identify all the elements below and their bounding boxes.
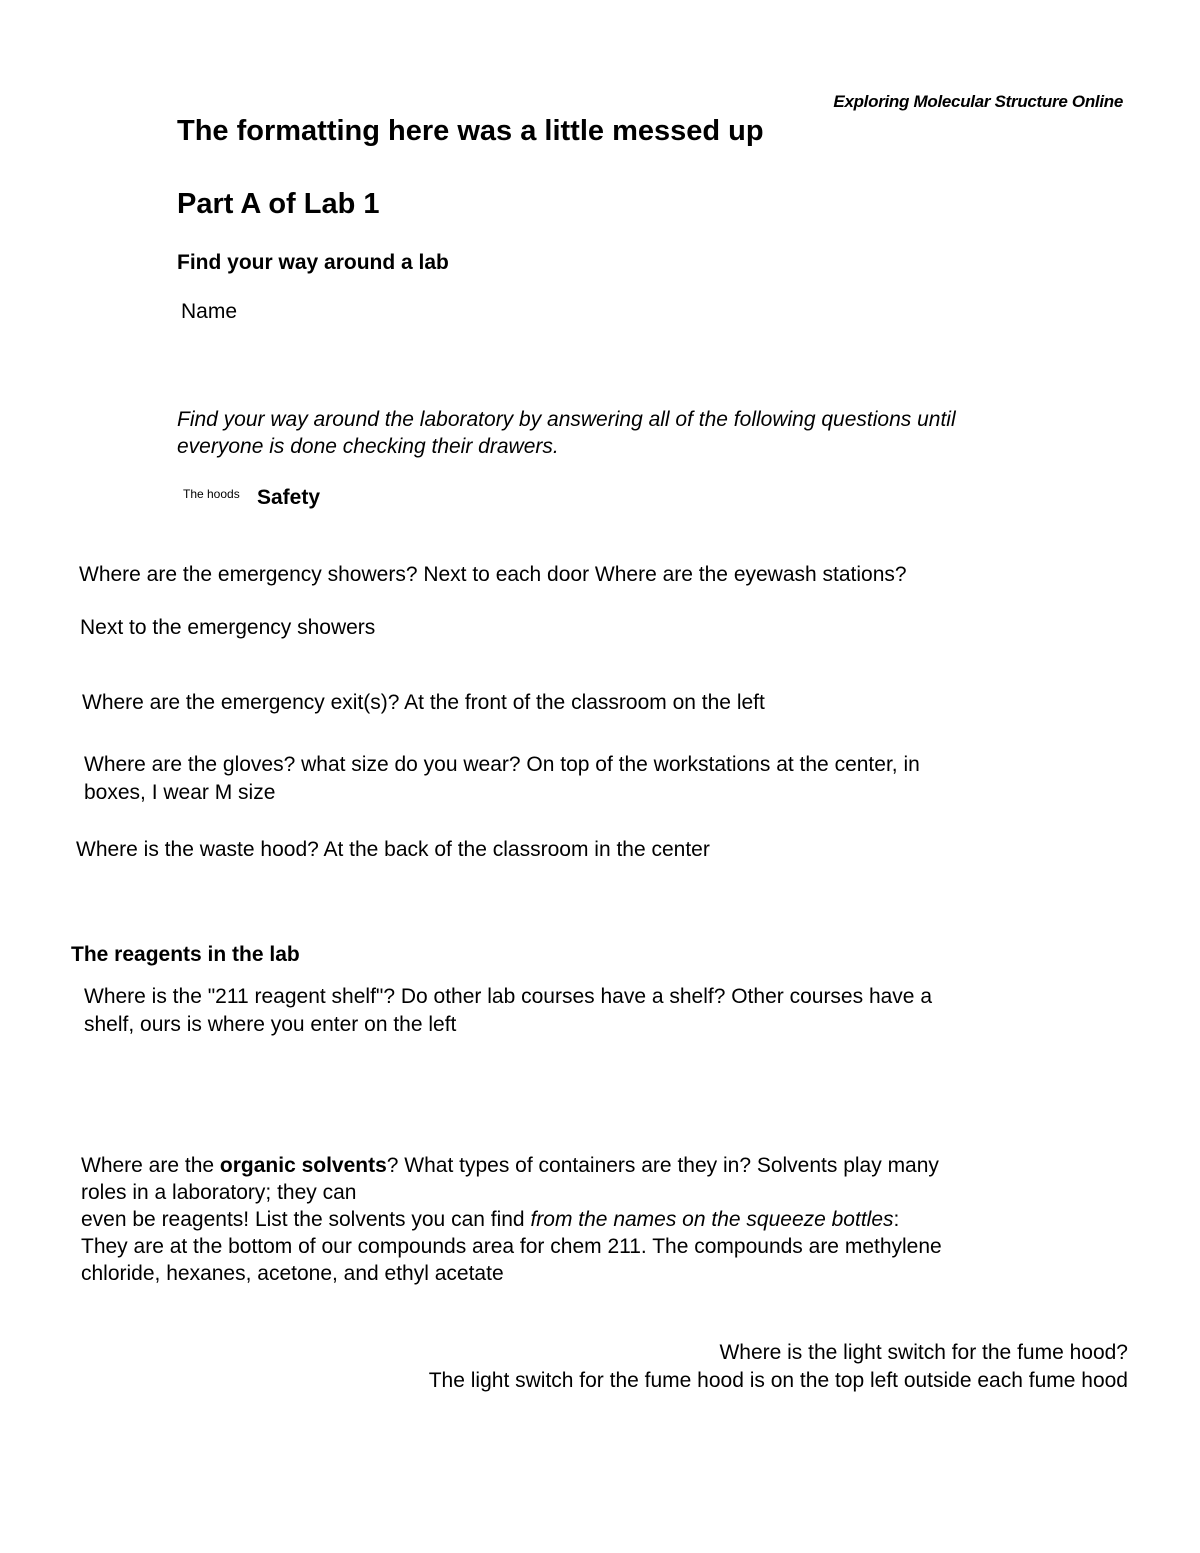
solvents-line3-prefix: even be reagents! List the solvents you can find [81, 1208, 531, 1231]
shelf-line-1: Where is the "211 reagent shelf"? Do other lab courses have a shelf? Other courses have a [84, 985, 932, 1008]
document-title: The formatting here was a little messed up [177, 115, 764, 147]
gloves-line-2: boxes, I wear M size [84, 781, 276, 804]
safety-heading: Safety [257, 486, 321, 509]
subtitle: Find your way around a lab [177, 251, 449, 274]
waste-hood-question: Where is the waste hood? At the back of the classroom in the center [76, 838, 710, 861]
solvents-line3-italic: from the names on the squeeze bottles [530, 1208, 894, 1231]
part-heading: Part A of Lab 1 [177, 188, 380, 220]
solvents-line-3 [81, 1206, 942, 1233]
showers-eyewash-question: Where are the emergency showers? Next to each door Where are the eyewash stations? [79, 563, 907, 586]
course-header: Exploring Molecular Structure Online [833, 92, 1123, 111]
hoods-label: The hoods [183, 487, 240, 501]
solvents-line-2: roles in a laboratory; they can [81, 1181, 357, 1204]
reagent-shelf-question [84, 983, 932, 1039]
name-label: Name [181, 300, 238, 323]
solvents-bold: organic solvents [219, 1154, 387, 1177]
solvents-line-5: chloride, hexanes, acetone, and ethyl acetate [81, 1262, 504, 1285]
gloves-line-1: Where are the gloves? what size do you wear? On top of the workstations at the center, in [84, 753, 920, 776]
gloves-question [84, 751, 920, 807]
eyewash-answer: Next to the emergency showers [80, 616, 376, 639]
fume-hood-block [429, 1339, 1128, 1395]
instructions [177, 406, 1077, 460]
reagents-heading: The reagents in the lab [71, 943, 300, 966]
fume-hood-answer: The light switch for the fume hood is on the top left outside each fume hood [428, 1369, 1128, 1392]
solvents-line-4: They are at the bottom of our compounds area for chem 211. The compounds are methylene [81, 1235, 942, 1258]
shelf-line-2: shelf, ours is where you enter on the left [84, 1013, 457, 1036]
fume-hood-question: Where is the light switch for the fume hood? [719, 1341, 1128, 1364]
instructions-line-1: Find your way around the laboratory by answering all of the following questions until [177, 408, 956, 431]
solvents-prefix: Where are the [81, 1154, 220, 1177]
solvents-line-1 [81, 1152, 942, 1179]
exits-question: Where are the emergency exit(s)? At the front of the classroom on the left [82, 691, 765, 714]
solvents-line3-suffix: : [893, 1208, 900, 1231]
instructions-line-2: everyone is done checking their drawers. [177, 435, 559, 458]
solvents-question [81, 1152, 942, 1287]
solvents-rest: ? What types of containers are they in? Solvents play many [386, 1154, 939, 1177]
